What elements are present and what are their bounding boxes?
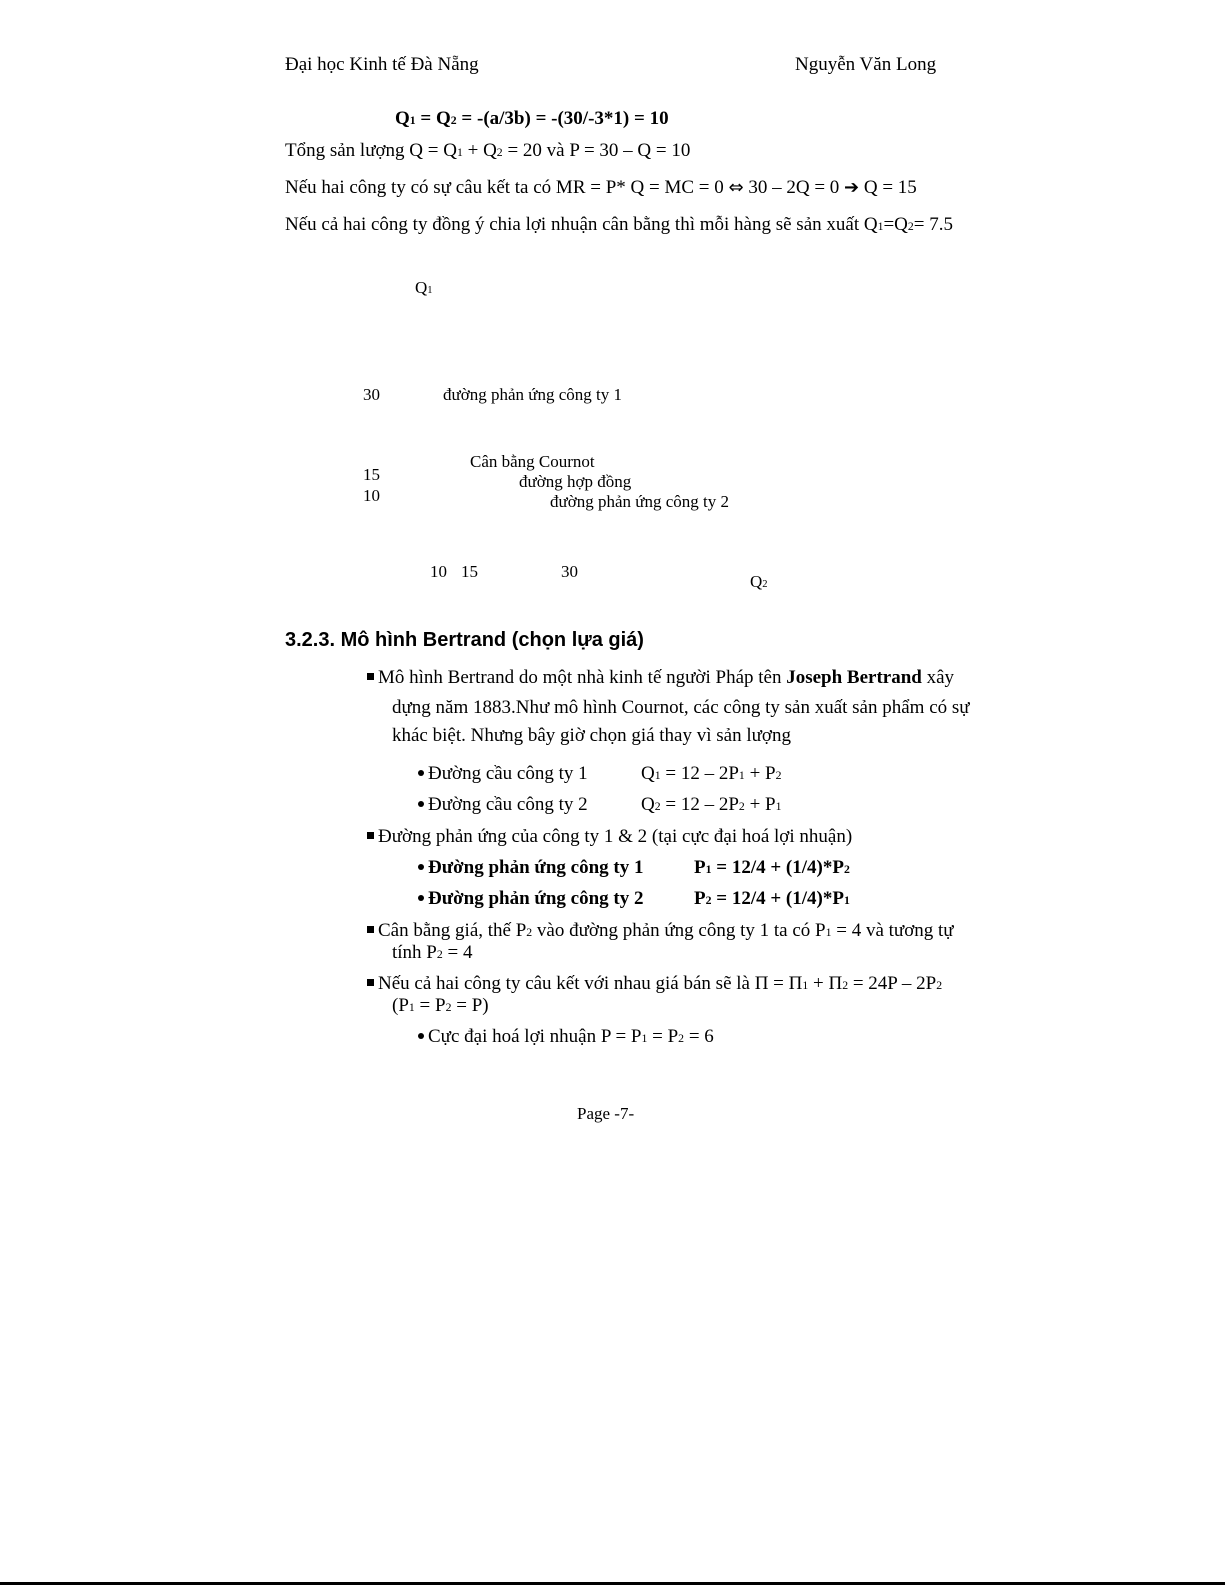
subscript: 1 bbox=[705, 863, 712, 876]
author-name: Joseph Bertrand bbox=[786, 667, 922, 688]
maximize-line bbox=[418, 1026, 714, 1048]
round-bullet-icon bbox=[418, 801, 424, 807]
graph-y-tick-10: 10 bbox=[363, 486, 380, 505]
text-run: = 4 và tương tự bbox=[831, 920, 954, 941]
equilibrium-line-2 bbox=[392, 942, 472, 964]
header-left: Đại học Kinh tế Đà Nẵng bbox=[285, 54, 479, 75]
subscript: 2 bbox=[496, 146, 503, 159]
text-run: Đường cầu công ty 2 bbox=[428, 794, 588, 815]
text-run: + Π bbox=[808, 973, 843, 994]
round-bullet-icon bbox=[418, 770, 424, 776]
subscript: 2 bbox=[526, 926, 533, 939]
text-run: = 6 bbox=[684, 1026, 714, 1047]
eq-q2: = Q bbox=[415, 108, 451, 129]
reaction-heading bbox=[367, 826, 852, 848]
collude-line-2 bbox=[392, 995, 489, 1017]
subscript: 1 bbox=[641, 1032, 648, 1045]
text-run: + P bbox=[744, 794, 776, 815]
text-run: = 20 và P = 30 – Q = 10 bbox=[502, 140, 691, 161]
graph-x-tick-15: 15 bbox=[461, 562, 478, 581]
square-bullet-icon bbox=[367, 673, 374, 680]
reaction-1-label bbox=[418, 857, 643, 879]
round-bullet-icon bbox=[418, 1033, 424, 1039]
subscript: 1 bbox=[775, 800, 782, 813]
text-run: Q bbox=[641, 763, 655, 784]
text-run: + P bbox=[744, 763, 776, 784]
text-run: Đường phản ứng công ty 1 bbox=[428, 857, 644, 878]
subscript: 2 bbox=[738, 800, 745, 813]
graph-label-reaction2: đường phản ứng công ty 2 bbox=[550, 492, 729, 511]
iff-symbol: ⇔ bbox=[728, 177, 744, 198]
subscript: 1 bbox=[456, 146, 463, 159]
square-bullet-icon bbox=[367, 926, 374, 933]
graph-x-tick-30: 30 bbox=[561, 562, 578, 581]
reaction-2-equation bbox=[694, 888, 850, 910]
subscript: 2 bbox=[842, 979, 849, 992]
round-bullet-icon bbox=[418, 895, 424, 901]
text-run: = 12 – 2P bbox=[660, 794, 739, 815]
graph-x-axis-label bbox=[750, 572, 768, 592]
demand-1-label bbox=[418, 763, 588, 785]
text-run: Đường phản ứng của công ty 1 & 2 (tại cực đại hoá lợi nhuận) bbox=[378, 826, 853, 847]
text-run: P bbox=[694, 857, 706, 878]
demand-2-equation bbox=[641, 794, 782, 816]
subscript: 1 bbox=[738, 769, 745, 782]
text-run: 30 – 2Q = 0 bbox=[743, 177, 845, 198]
collusion-line bbox=[285, 177, 917, 199]
reaction-2-label bbox=[418, 888, 643, 910]
text-run: = 12/4 + (1/4)*P bbox=[711, 857, 844, 878]
profit-split-line bbox=[285, 214, 953, 236]
text-run: = 12 – 2P bbox=[660, 763, 739, 784]
subscript: 2 bbox=[936, 979, 943, 992]
text-run: Tổng sản lượng Q = Q bbox=[285, 140, 457, 161]
subscript: 1 bbox=[825, 926, 832, 939]
subscript: 1 bbox=[802, 979, 809, 992]
intro-line-1 bbox=[367, 667, 954, 689]
text-run: xây bbox=[921, 667, 955, 688]
reaction-1-equation bbox=[694, 857, 850, 879]
text-run: P bbox=[694, 888, 706, 909]
intro-line-3: khác biệt. Nhưng bây giờ chọn giá thay vì sản lượng bbox=[392, 725, 791, 746]
text-run: = 7.5 bbox=[913, 214, 953, 235]
text-run: Q = 15 bbox=[859, 177, 917, 198]
text-run: Nếu cả hai công ty đồng ý chia lợi nhuận cân bằng thì mỗi hàng sẽ sản xuất Q bbox=[285, 214, 878, 235]
text-run: Đường cầu công ty 1 bbox=[428, 763, 588, 784]
subscript: 2 bbox=[436, 948, 443, 961]
page-number: Page -7- bbox=[577, 1104, 635, 1123]
text-run: (P bbox=[392, 995, 409, 1016]
graph-label-contract: đường hợp đồng bbox=[519, 472, 632, 491]
text-run: vào đường phản ứng công ty 1 ta có P bbox=[532, 920, 826, 941]
subscript: 2 bbox=[678, 1032, 685, 1045]
axis-base: Q bbox=[415, 278, 428, 297]
text-run: Cực đại hoá lợi nhuận P = P bbox=[428, 1026, 642, 1047]
graph-y-axis-label bbox=[415, 278, 433, 298]
text-run: Mô hình Bertrand do một nhà kinh tế người Pháp tên bbox=[378, 667, 787, 688]
graph-label-reaction1: đường phản ứng công ty 1 bbox=[443, 385, 622, 404]
subscript: 1 bbox=[408, 1001, 415, 1014]
eq-q1: Q bbox=[395, 108, 410, 129]
text-run: = 12/4 + (1/4)*P bbox=[711, 888, 844, 909]
text-run: Nếu cả hai công ty câu kết với nhau giá bán sẽ là Π = Π bbox=[378, 973, 803, 994]
eq-sub2: 2 bbox=[450, 114, 457, 127]
text-run: = 4 bbox=[442, 942, 473, 963]
header-right: Nguyễn Văn Long bbox=[795, 54, 937, 75]
subscript: 1 bbox=[877, 220, 884, 233]
intro-line-2: dựng năm 1883.Như mô hình Cournot, các công ty sản xuất sản phẩm có sự bbox=[392, 697, 970, 718]
text-run: + Q bbox=[462, 140, 497, 161]
square-bullet-icon bbox=[367, 979, 374, 986]
subscript: 2 bbox=[775, 769, 782, 782]
demand-1-equation bbox=[641, 763, 782, 785]
text-run: Nếu hai công ty có sự câu kết ta có MR = P* Q = MC = 0 bbox=[285, 177, 729, 198]
text-run: Q bbox=[641, 794, 655, 815]
eq-rest: = -(a/3b) = -(30/-3*1) = 10 bbox=[456, 108, 669, 129]
graph-x-tick-10: 10 bbox=[430, 562, 447, 581]
subscript: 2 bbox=[907, 220, 914, 233]
axis-sub: 1 bbox=[427, 285, 433, 296]
round-bullet-icon bbox=[418, 864, 424, 870]
graph-y-tick-30: 30 bbox=[363, 385, 380, 404]
axis-base: Q bbox=[750, 572, 763, 591]
equilibrium-line-1 bbox=[367, 920, 954, 942]
text-run: tính P bbox=[392, 942, 437, 963]
axis-sub: 2 bbox=[762, 579, 768, 590]
subscript: 2 bbox=[445, 1001, 452, 1014]
square-bullet-icon bbox=[367, 832, 374, 839]
text-run: = P bbox=[414, 995, 446, 1016]
subscript: 2 bbox=[654, 800, 661, 813]
section-heading: 3.2.3. Mô hình Bertrand (chọn lựa giá) bbox=[285, 629, 644, 651]
subscript: 2 bbox=[705, 894, 712, 907]
graph-y-tick-15: 15 bbox=[363, 465, 380, 484]
collude-line-1 bbox=[367, 973, 942, 995]
text-run: Đường phản ứng công ty 2 bbox=[428, 888, 644, 909]
text-run: Cân bằng giá, thế P bbox=[378, 920, 527, 941]
text-run: = 24P – 2P bbox=[848, 973, 937, 994]
eq-sub1: 1 bbox=[409, 114, 416, 127]
text-run: =Q bbox=[883, 214, 908, 235]
arrow-icon: ➔ bbox=[844, 177, 860, 198]
cournot-equation bbox=[395, 108, 669, 130]
demand-2-label bbox=[418, 794, 588, 816]
text-run: = P bbox=[647, 1026, 679, 1047]
total-output-line bbox=[285, 140, 690, 162]
subscript: 1 bbox=[654, 769, 661, 782]
subscript: 1 bbox=[843, 894, 850, 907]
subscript: 2 bbox=[843, 863, 850, 876]
graph-label-cournot-eq: Cân bằng Cournot bbox=[470, 452, 595, 471]
text-run: = P) bbox=[451, 995, 489, 1016]
